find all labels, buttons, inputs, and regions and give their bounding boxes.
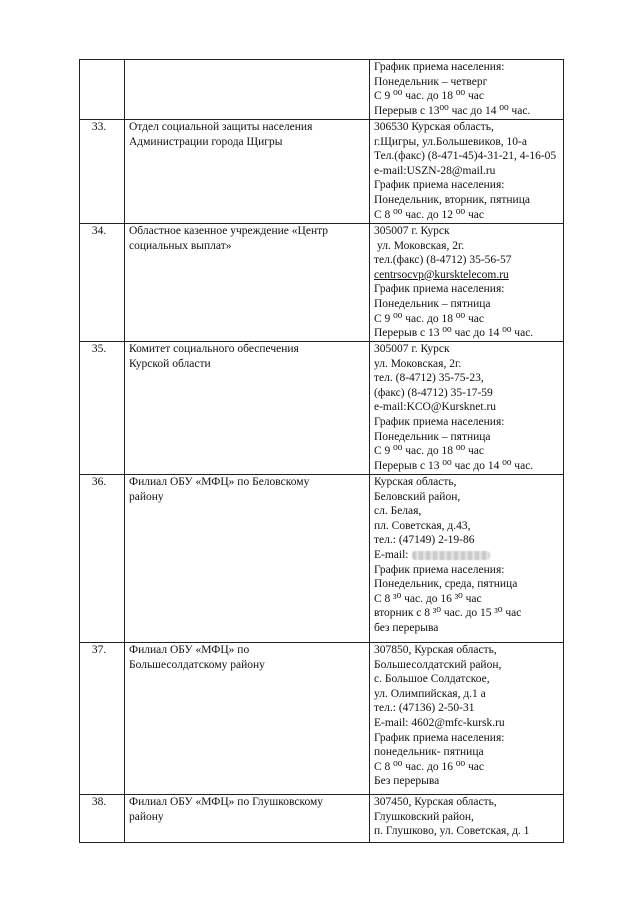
address-line: Беловский район, (374, 490, 461, 503)
address-line: ул. Моковская, 2г. (377, 239, 465, 252)
organization-line: Администрации города Щигры (129, 135, 283, 148)
address-cell (370, 475, 564, 643)
schedule-line: С 8 ³⁰ час. до 16 ³⁰ час (374, 592, 482, 605)
organization-cell (125, 342, 370, 475)
organization-line: Филиал ОБУ «МФЦ» по (129, 644, 250, 656)
schedule-line: С 8 ⁰⁰ час. до 12 ⁰⁰ час (374, 208, 484, 221)
institutions-table (79, 59, 564, 843)
address-line: График приема населения: (374, 61, 505, 73)
email-link[interactable]: centrsocvp@kursktelecom.ru (374, 268, 509, 281)
address-line: 307450, Курская область, (374, 796, 497, 808)
address-line: Большесолдатский район, (374, 658, 502, 671)
address-line: С 9 ⁰⁰ час. до 18 ⁰⁰ час (374, 90, 484, 103)
schedule-line: График приема населения: (374, 563, 505, 576)
address-line: с. Большое Солдатское, (374, 673, 490, 686)
organization-line: Филиал ОБУ «МФЦ» по Беловскому (129, 476, 310, 488)
schedule-line: График приема населения: (374, 415, 505, 428)
address-cell (370, 120, 564, 224)
address-line: п. Глушково, ул. Советская, д. 1 (374, 825, 530, 838)
table-row (80, 120, 564, 224)
organization-line: социальных выплат» (129, 239, 232, 252)
phone-line: тел.: (47136) 2-50-31 (374, 702, 475, 715)
organization-line: Курской области (129, 357, 211, 370)
email-line: e-mail:KCO@Kursknet.ru (374, 401, 497, 414)
address-line: ул. Олимпийская, д.1 а (374, 687, 486, 700)
schedule-line: С 9 ⁰⁰ час. до 18 ⁰⁰ час (374, 445, 484, 458)
phone-line: тел.(факс) (8-4712) 35-56-57 (374, 254, 512, 267)
row-number-cell: 38. (80, 795, 125, 843)
schedule-line: График приема населения: (374, 731, 505, 744)
address-line: ул. Моковская, 2г. (374, 357, 462, 370)
organization-line: Областное казенное учреждение «Центр (129, 225, 329, 237)
organization-line: Филиал ОБУ «МФЦ» по Глушковскому (129, 796, 324, 808)
address-line: 305007 г. Курск (374, 343, 450, 355)
organization-line: Комитет социального обеспечения (129, 343, 299, 355)
address-line: 306530 Курская область, (374, 121, 494, 133)
address-cell (370, 342, 564, 475)
email-line: e-mail:USZN-28@mail.ru (374, 164, 496, 177)
organization-line: Отдел социальной защиты населения (129, 121, 313, 133)
address-cell (370, 643, 564, 795)
address-line: сл. Белая, (374, 505, 422, 518)
organization-cell (125, 795, 370, 843)
schedule-line: Перерыв с 13 ⁰⁰ час до 14 ⁰⁰ час. (374, 459, 534, 472)
address-line: Курская область, (374, 476, 457, 488)
row-number-cell (80, 60, 125, 120)
schedule-line: Понедельник, вторник, пятница (374, 193, 530, 206)
organization-cell (125, 643, 370, 795)
row-number-cell: 36. (80, 475, 125, 643)
row-number-cell: 33. (80, 120, 125, 224)
email-line: E-mail: 4602@mfc-kursk.ru (374, 716, 505, 729)
table-row (80, 342, 564, 475)
schedule-line: Понедельник, среда, пятница (374, 578, 518, 591)
address-cell (370, 224, 564, 342)
row-number-cell: 37. (80, 643, 125, 795)
schedule-line: Без перерыва (374, 775, 440, 788)
table-row (80, 643, 564, 795)
phone-line: тел. (8-4712) 35-75-23, (374, 372, 484, 385)
schedule-line: Понедельник – пятница (374, 297, 491, 310)
address-line: 305007 г. Курск (374, 225, 450, 237)
schedule-line: С 8 ⁰⁰ час. до 16 ⁰⁰ час (374, 760, 484, 773)
schedule-line: Перерыв с 13 ⁰⁰ час до 14 ⁰⁰ час. (374, 327, 534, 340)
address-line: г.Щигры, ул.Большевиков, 10-а (374, 135, 527, 148)
redacted-email-mark (412, 551, 490, 560)
schedule-line: График приема населения: (374, 283, 505, 296)
organization-cell (125, 475, 370, 643)
address-line: Понедельник – четверг (374, 75, 488, 88)
address-line: Перерыв с 13⁰⁰ час до 14 ⁰⁰ час. (374, 104, 531, 117)
schedule-line: без перерыва (374, 621, 439, 634)
schedule-line: График приема населения: (374, 179, 505, 192)
table-row (80, 224, 564, 342)
schedule-line: понедельник- пятница (374, 746, 484, 759)
organization-cell (125, 120, 370, 224)
table-row (80, 60, 564, 120)
phone-line: Тел.(факс) (8-471-45)4-31-21, 4-16-05 (374, 150, 557, 163)
organization-cell (125, 60, 370, 120)
schedule-line: вторник с 8 ³⁰ час. до 15 ³⁰ час (374, 607, 522, 620)
address-line: 307850, Курская область, (374, 644, 497, 656)
schedule-line: С 9 ⁰⁰ час. до 18 ⁰⁰ час (374, 312, 484, 325)
phone-line: тел.: (47149) 2-19-86 (374, 534, 475, 547)
row-number-cell: 35. (80, 342, 125, 475)
organization-line: району (129, 810, 164, 823)
email-line: E-mail: (374, 548, 563, 563)
organization-line: району (129, 490, 164, 503)
schedule-line: Понедельник – пятница (374, 430, 491, 443)
organization-cell (125, 224, 370, 342)
address-line: пл. Советская, д.43, (374, 519, 471, 532)
organization-line: Большесолдатскому району (129, 658, 265, 671)
table-row (80, 795, 564, 843)
address-cell (370, 795, 564, 843)
fax-line: (факс) (8-4712) 35-17-59 (374, 386, 493, 399)
table-row (80, 475, 564, 643)
row-number-cell: 34. (80, 224, 125, 342)
address-cell (370, 60, 564, 120)
address-line: Глушковский район, (374, 810, 474, 823)
